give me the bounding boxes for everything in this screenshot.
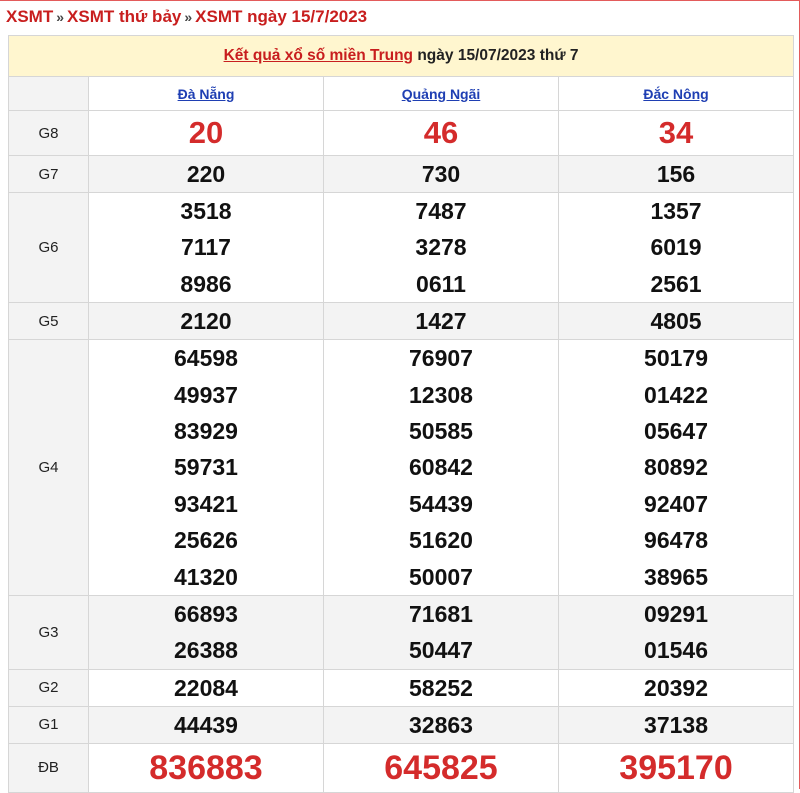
prize-number: 54439 xyxy=(409,490,473,517)
prize-cell xyxy=(324,743,559,792)
prize-number: 96478 xyxy=(644,527,708,554)
prize-number: 12308 xyxy=(409,381,473,408)
prize-label: G3 xyxy=(9,595,89,669)
top-border-line xyxy=(0,0,800,1)
prize-cell xyxy=(324,156,559,193)
prize-number: 1427 xyxy=(415,308,467,335)
prize-label: G8 xyxy=(9,111,89,156)
prize-number: 20 xyxy=(188,115,224,150)
prize-number: 50585 xyxy=(409,417,473,444)
results-table xyxy=(8,35,794,793)
prize-number: 7487 xyxy=(415,198,467,224)
province-header-quang-ngai xyxy=(324,77,559,111)
prize-number: 156 xyxy=(656,161,696,187)
prize-cell xyxy=(559,303,794,340)
breadcrumb-item-current: XSMT ngày 15/7/2023 xyxy=(195,7,368,26)
prize-row-g4 xyxy=(9,340,794,596)
prize-row-g3 xyxy=(9,595,794,669)
prize-row-g2 xyxy=(9,669,794,706)
prize-label: G2 xyxy=(9,669,89,706)
prize-cell xyxy=(324,595,559,669)
prize-cell xyxy=(559,111,794,156)
breadcrumb-separator: » xyxy=(184,9,193,25)
prize-number: 41320 xyxy=(174,563,238,590)
prize-cell xyxy=(324,706,559,743)
prize-cell xyxy=(89,706,324,743)
title-row xyxy=(9,36,794,77)
results-title xyxy=(9,36,794,77)
prize-row-g1 xyxy=(9,706,794,743)
prize-cell xyxy=(89,669,324,706)
prize-number: 645825 xyxy=(384,748,498,787)
province-header-dac-nong xyxy=(559,77,794,111)
results-title-link[interactable]: Kết quả xổ số miền Trung xyxy=(223,47,414,64)
prize-cell xyxy=(324,340,559,596)
prize-cell xyxy=(89,340,324,596)
prize-number: 3518 xyxy=(180,198,232,224)
province-link-quang-ngai[interactable]: Quảng Ngãi xyxy=(401,85,481,102)
prize-number: 730 xyxy=(421,161,461,187)
prize-number: 60842 xyxy=(409,454,473,481)
prize-number: 37138 xyxy=(644,711,708,738)
prize-number: 8986 xyxy=(180,270,232,297)
prize-cell xyxy=(89,303,324,340)
prize-row-g7 xyxy=(9,156,794,193)
prize-cell xyxy=(89,595,324,669)
prize-label: G1 xyxy=(9,706,89,743)
prize-number: 7117 xyxy=(181,234,231,261)
prize-number: 83929 xyxy=(174,417,238,444)
prize-row-g8 xyxy=(9,111,794,156)
prize-number: 2120 xyxy=(180,308,232,335)
prize-cell xyxy=(324,111,559,156)
results-table-body xyxy=(9,36,794,793)
prize-row-db xyxy=(9,743,794,792)
prize-cell xyxy=(559,193,794,303)
prize-label: ĐB xyxy=(9,743,89,792)
prize-cell xyxy=(559,706,794,743)
prize-number: 25626 xyxy=(174,527,238,554)
prize-cell xyxy=(559,595,794,669)
prize-number: 3278 xyxy=(415,234,467,261)
prize-cell xyxy=(324,193,559,303)
prize-number: 76907 xyxy=(409,345,473,372)
prize-number: 32863 xyxy=(409,711,473,738)
breadcrumb xyxy=(6,7,367,27)
prize-number: 49937 xyxy=(174,381,238,408)
prize-label: G4 xyxy=(9,340,89,596)
prize-number: 80892 xyxy=(644,454,708,481)
prize-number: 58252 xyxy=(409,674,473,701)
breadcrumb-separator: » xyxy=(56,9,65,25)
prize-cell xyxy=(559,743,794,792)
breadcrumb-item-xsmt[interactable]: XSMT xyxy=(6,7,54,26)
prize-number: 38965 xyxy=(644,563,708,590)
prize-cell xyxy=(89,743,324,792)
results-container xyxy=(8,35,793,793)
prize-number: 01546 xyxy=(644,637,708,664)
prize-number: 0611 xyxy=(416,270,466,297)
prize-number: 71681 xyxy=(409,600,473,627)
prize-number: 2561 xyxy=(650,270,702,297)
results-title-date: ngày 15/07/2023 thứ 7 xyxy=(413,47,579,64)
prize-number: 4805 xyxy=(650,308,702,335)
prize-number: 44439 xyxy=(174,711,238,738)
prize-cell xyxy=(559,669,794,706)
prize-number: 01422 xyxy=(644,381,708,408)
prize-number: 1357 xyxy=(650,198,702,224)
prize-number: 59731 xyxy=(174,454,238,481)
prize-number: 51620 xyxy=(409,527,473,554)
prize-cell xyxy=(89,193,324,303)
prize-cell xyxy=(324,669,559,706)
prize-number: 26388 xyxy=(174,637,238,664)
prize-number: 50007 xyxy=(409,563,473,590)
province-header-row xyxy=(9,77,794,111)
prize-cell xyxy=(89,111,324,156)
prize-number: 22084 xyxy=(174,674,238,701)
prize-number: 395170 xyxy=(619,748,733,787)
prize-row-g6 xyxy=(9,193,794,303)
prize-number: 93421 xyxy=(174,490,238,517)
prize-row-g5 xyxy=(9,303,794,340)
prize-cell xyxy=(559,156,794,193)
prize-label: G6 xyxy=(9,193,89,303)
prize-number: 66893 xyxy=(174,600,238,627)
prize-number: 34 xyxy=(658,115,694,150)
prize-number: 836883 xyxy=(149,748,263,787)
prize-cell xyxy=(559,340,794,596)
province-header-da-nang xyxy=(89,77,324,111)
prize-number: 20392 xyxy=(644,674,708,701)
prize-cell xyxy=(324,303,559,340)
prize-label: G5 xyxy=(9,303,89,340)
prize-number: 46 xyxy=(423,115,459,150)
prize-number: 220 xyxy=(186,161,226,187)
province-link-dac-nong[interactable]: Đắc Nông xyxy=(643,85,709,102)
prize-number: 50447 xyxy=(409,637,473,664)
prize-number: 64598 xyxy=(174,345,238,372)
prize-number: 09291 xyxy=(644,600,708,627)
prize-cell xyxy=(89,156,324,193)
prize-label: G7 xyxy=(9,156,89,193)
prize-number: 6019 xyxy=(650,234,702,261)
breadcrumb-item-xsmt-thu-bay[interactable]: XSMT thứ bảy xyxy=(67,7,182,26)
province-link-da-nang[interactable]: Đà Nẵng xyxy=(177,85,235,102)
prize-number: 92407 xyxy=(644,490,708,517)
header-blank-cell xyxy=(9,77,89,111)
prize-number: 50179 xyxy=(644,345,708,372)
prize-number: 05647 xyxy=(644,417,708,444)
